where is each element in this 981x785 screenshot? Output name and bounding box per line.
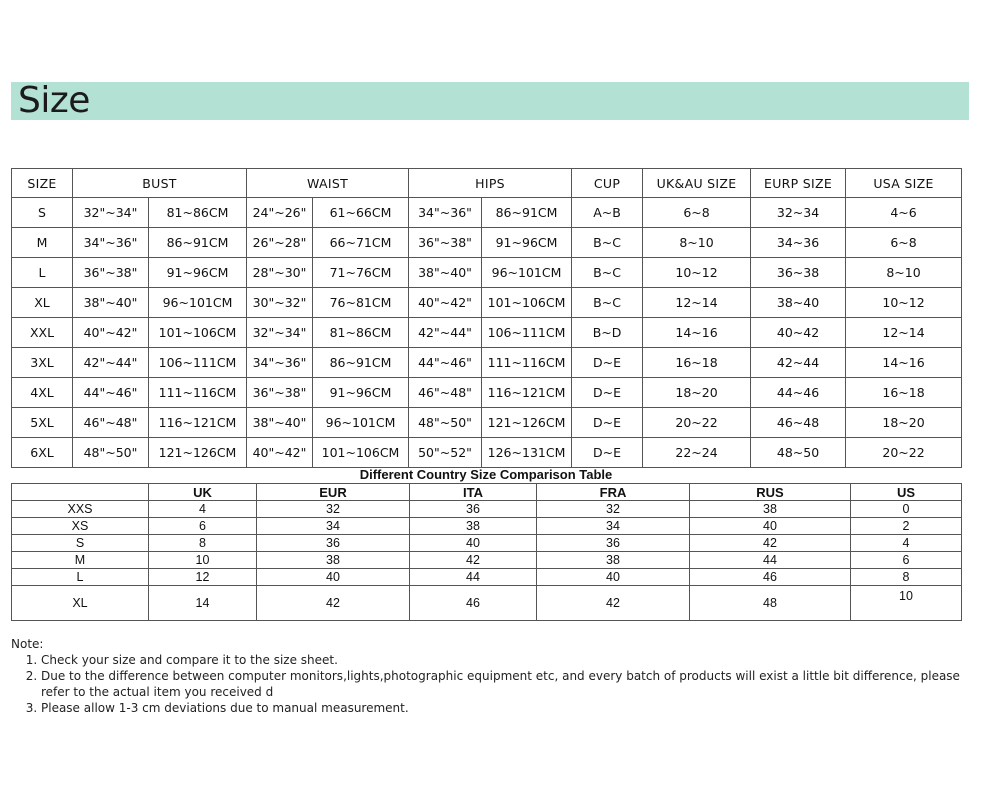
size-table-row <box>12 438 962 468</box>
header-hips: HIPS <box>409 169 572 198</box>
size-table-cell: 116~121CM <box>482 378 572 408</box>
comparison-cell: 2 <box>851 518 962 535</box>
size-table-cell: B~D <box>572 318 643 348</box>
size-table-cell: 4~6 <box>846 198 962 228</box>
size-table-cell: 40~42 <box>751 318 846 348</box>
size-table-cell: 32~34 <box>751 198 846 228</box>
comparison-cell: XL <box>12 586 149 621</box>
header-uk: UK <box>149 484 257 501</box>
size-table-cell: 91~96CM <box>149 258 247 288</box>
size-table-cell: 22~24 <box>643 438 751 468</box>
size-table-cell: 46"~48" <box>409 378 482 408</box>
comparison-cell: 46 <box>410 586 537 621</box>
page-title: Size <box>18 80 90 121</box>
size-table-cell: M <box>12 228 73 258</box>
size-table-cell: L <box>12 258 73 288</box>
notes-section <box>11 636 971 716</box>
comparison-row <box>12 586 962 621</box>
comparison-cell: L <box>12 569 149 586</box>
size-table-cell: 6~8 <box>643 198 751 228</box>
comparison-cell: 44 <box>410 569 537 586</box>
header-usa-size: USA SIZE <box>846 169 962 198</box>
size-table-cell: 101~106CM <box>149 318 247 348</box>
header-blank <box>12 484 149 501</box>
size-table-row <box>12 228 962 258</box>
comparison-cell: 8 <box>149 535 257 552</box>
size-table-cell: 44"~46" <box>73 378 149 408</box>
size-table-cell: 91~96CM <box>482 228 572 258</box>
size-table-cell: 61~66CM <box>313 198 409 228</box>
size-table-cell: 4XL <box>12 378 73 408</box>
size-table-cell: 111~116CM <box>149 378 247 408</box>
size-table-row <box>12 408 962 438</box>
comparison-cell: 34 <box>537 518 690 535</box>
size-table-cell: 34"~36" <box>247 348 313 378</box>
size-table-cell: 32"~34" <box>247 318 313 348</box>
note-item: 3. Please allow 1-3 cm deviations due to manual measurement. <box>41 700 971 716</box>
header-eurp-size: EURP SIZE <box>751 169 846 198</box>
size-table-cell: 5XL <box>12 408 73 438</box>
size-table-cell: 46~48 <box>751 408 846 438</box>
size-table-cell: 34"~36" <box>73 228 149 258</box>
size-table-cell: 48"~50" <box>409 408 482 438</box>
size-chart-table <box>11 168 962 468</box>
size-table-cell: 30"~32" <box>247 288 313 318</box>
size-table-cell: 91~96CM <box>313 378 409 408</box>
size-table-cell: 86~91CM <box>482 198 572 228</box>
size-table-cell: 76~81CM <box>313 288 409 318</box>
size-table-cell: 34"~36" <box>409 198 482 228</box>
size-table-cell: B~C <box>572 258 643 288</box>
size-table-cell: 121~126CM <box>149 438 247 468</box>
size-table-cell: XL <box>12 288 73 318</box>
size-table-cell: 36~38 <box>751 258 846 288</box>
comparison-cell: 40 <box>537 569 690 586</box>
comparison-row <box>12 535 962 552</box>
size-table-row <box>12 378 962 408</box>
size-table-cell: 71~76CM <box>313 258 409 288</box>
size-table-cell: 42"~44" <box>73 348 149 378</box>
size-table-cell: D~E <box>572 438 643 468</box>
size-table-cell: 8~10 <box>846 258 962 288</box>
size-table-cell: 3XL <box>12 348 73 378</box>
size-table-cell: 36"~38" <box>73 258 149 288</box>
size-table-cell: 38"~40" <box>73 288 149 318</box>
size-table-cell: 111~116CM <box>482 348 572 378</box>
size-table-cell: D~E <box>572 408 643 438</box>
note-item: 2. Due to the difference between computer monitors,lights,photographic equipment etc, and every batch of products will exist a little bit difference, please refer to the actual item you received d <box>41 668 971 700</box>
size-table-cell: 96~101CM <box>482 258 572 288</box>
comparison-cell: XXS <box>12 501 149 518</box>
comparison-cell: 6 <box>149 518 257 535</box>
header-cup: CUP <box>572 169 643 198</box>
size-table-cell: 42"~44" <box>409 318 482 348</box>
size-table-cell: D~E <box>572 378 643 408</box>
comparison-cell: M <box>12 552 149 569</box>
size-table-row <box>12 348 962 378</box>
comparison-row <box>12 518 962 535</box>
header-us: US <box>851 484 962 501</box>
notes-list <box>11 652 971 716</box>
size-table-header-row <box>12 169 962 198</box>
size-table-cell: 16~18 <box>846 378 962 408</box>
size-table-cell: 14~16 <box>643 318 751 348</box>
header-size: SIZE <box>12 169 73 198</box>
size-table-cell: 20~22 <box>643 408 751 438</box>
comparison-cell: 10 <box>851 586 962 621</box>
comparison-cell: 48 <box>690 586 851 621</box>
size-table-row <box>12 198 962 228</box>
comparison-cell: 38 <box>410 518 537 535</box>
size-table-cell: 8~10 <box>643 228 751 258</box>
header-rus: RUS <box>690 484 851 501</box>
size-table-cell: 42~44 <box>751 348 846 378</box>
size-table-cell: 14~16 <box>846 348 962 378</box>
comparison-cell: 42 <box>537 586 690 621</box>
size-table-cell: 81~86CM <box>149 198 247 228</box>
comparison-cell: 42 <box>257 586 410 621</box>
comparison-cell: 36 <box>410 501 537 518</box>
size-table-cell: 106~111CM <box>482 318 572 348</box>
size-table-row <box>12 258 962 288</box>
size-table-cell: 26"~28" <box>247 228 313 258</box>
comparison-cell: 36 <box>537 535 690 552</box>
size-table-row <box>12 288 962 318</box>
comparison-cell: 8 <box>851 569 962 586</box>
comparison-cell: 44 <box>690 552 851 569</box>
size-table-cell: B~C <box>572 228 643 258</box>
size-table-cell: 121~126CM <box>482 408 572 438</box>
comparison-cell: 12 <box>149 569 257 586</box>
size-table-cell: 18~20 <box>846 408 962 438</box>
comparison-cell: 14 <box>149 586 257 621</box>
comparison-cell: 38 <box>257 552 410 569</box>
size-table-cell: 66~71CM <box>313 228 409 258</box>
size-table-cell: 20~22 <box>846 438 962 468</box>
size-table-cell: 96~101CM <box>313 408 409 438</box>
comparison-row <box>12 569 962 586</box>
size-table-cell: 10~12 <box>643 258 751 288</box>
size-table-cell: 34~36 <box>751 228 846 258</box>
comparison-cell: 32 <box>257 501 410 518</box>
comparison-cell: S <box>12 535 149 552</box>
size-table-cell: B~C <box>572 288 643 318</box>
size-table-row <box>12 318 962 348</box>
size-table-cell: 81~86CM <box>313 318 409 348</box>
size-table-cell: 12~14 <box>643 288 751 318</box>
size-table-cell: 38"~40" <box>247 408 313 438</box>
comparison-cell: 38 <box>537 552 690 569</box>
comparison-cell: 40 <box>257 569 410 586</box>
size-banner <box>11 82 969 120</box>
comparison-row <box>12 501 962 518</box>
size-table-cell: 46"~48" <box>73 408 149 438</box>
size-table-cell: 40"~42" <box>247 438 313 468</box>
header-fra: FRA <box>537 484 690 501</box>
size-table-cell: 106~111CM <box>149 348 247 378</box>
size-table-cell: 28"~30" <box>247 258 313 288</box>
size-table-cell: 36"~38" <box>247 378 313 408</box>
comparison-header-row <box>12 484 962 501</box>
size-table-cell: 86~91CM <box>149 228 247 258</box>
size-table-cell: 40"~42" <box>73 318 149 348</box>
size-table-cell: D~E <box>572 348 643 378</box>
note-item: 1. Check your size and compare it to the size sheet. <box>41 652 971 668</box>
comparison-cell: 42 <box>410 552 537 569</box>
size-table-cell: 6XL <box>12 438 73 468</box>
comparison-cell: XS <box>12 518 149 535</box>
size-table-cell: 126~131CM <box>482 438 572 468</box>
size-table-cell: 48~50 <box>751 438 846 468</box>
comparison-table-title: Different Country Size Comparison Table <box>359 467 613 482</box>
size-table-cell: 44"~46" <box>409 348 482 378</box>
size-table-cell: 36"~38" <box>409 228 482 258</box>
header-bust: BUST <box>73 169 247 198</box>
header-waist: WAIST <box>247 169 409 198</box>
comparison-cell: 4 <box>851 535 962 552</box>
size-table-cell: 116~121CM <box>149 408 247 438</box>
comparison-cell: 40 <box>690 518 851 535</box>
size-table-cell: 18~20 <box>643 378 751 408</box>
comparison-cell: 38 <box>690 501 851 518</box>
notes-heading: Note: <box>11 637 44 651</box>
comparison-cell: 32 <box>537 501 690 518</box>
comparison-cell: 6 <box>851 552 962 569</box>
size-table-cell: 101~106CM <box>313 438 409 468</box>
size-table-cell: A~B <box>572 198 643 228</box>
size-table-cell: 38~40 <box>751 288 846 318</box>
comparison-cell: 10 <box>149 552 257 569</box>
size-table-cell: S <box>12 198 73 228</box>
country-size-comparison-table <box>11 483 962 621</box>
size-table-cell: 16~18 <box>643 348 751 378</box>
size-table-cell: 48"~50" <box>73 438 149 468</box>
comparison-cell: 36 <box>257 535 410 552</box>
header-eur: EUR <box>257 484 410 501</box>
size-table-cell: 101~106CM <box>482 288 572 318</box>
size-table-cell: 40"~42" <box>409 288 482 318</box>
size-table-cell: 44~46 <box>751 378 846 408</box>
size-table-cell: 10~12 <box>846 288 962 318</box>
comparison-cell: 34 <box>257 518 410 535</box>
comparison-cell: 42 <box>690 535 851 552</box>
header-ita: ITA <box>410 484 537 501</box>
comparison-cell: 4 <box>149 501 257 518</box>
size-table-cell: 12~14 <box>846 318 962 348</box>
size-table-cell: 86~91CM <box>313 348 409 378</box>
comparison-cell: 40 <box>410 535 537 552</box>
size-table-cell: 96~101CM <box>149 288 247 318</box>
header-uk-au-size: UK&AU SIZE <box>643 169 751 198</box>
size-table-cell: XXL <box>12 318 73 348</box>
comparison-cell: 46 <box>690 569 851 586</box>
comparison-cell: 0 <box>851 501 962 518</box>
size-table-cell: 32"~34" <box>73 198 149 228</box>
comparison-row <box>12 552 962 569</box>
size-table-cell: 38"~40" <box>409 258 482 288</box>
size-table-cell: 50"~52" <box>409 438 482 468</box>
size-table-cell: 6~8 <box>846 228 962 258</box>
size-table-cell: 24"~26" <box>247 198 313 228</box>
